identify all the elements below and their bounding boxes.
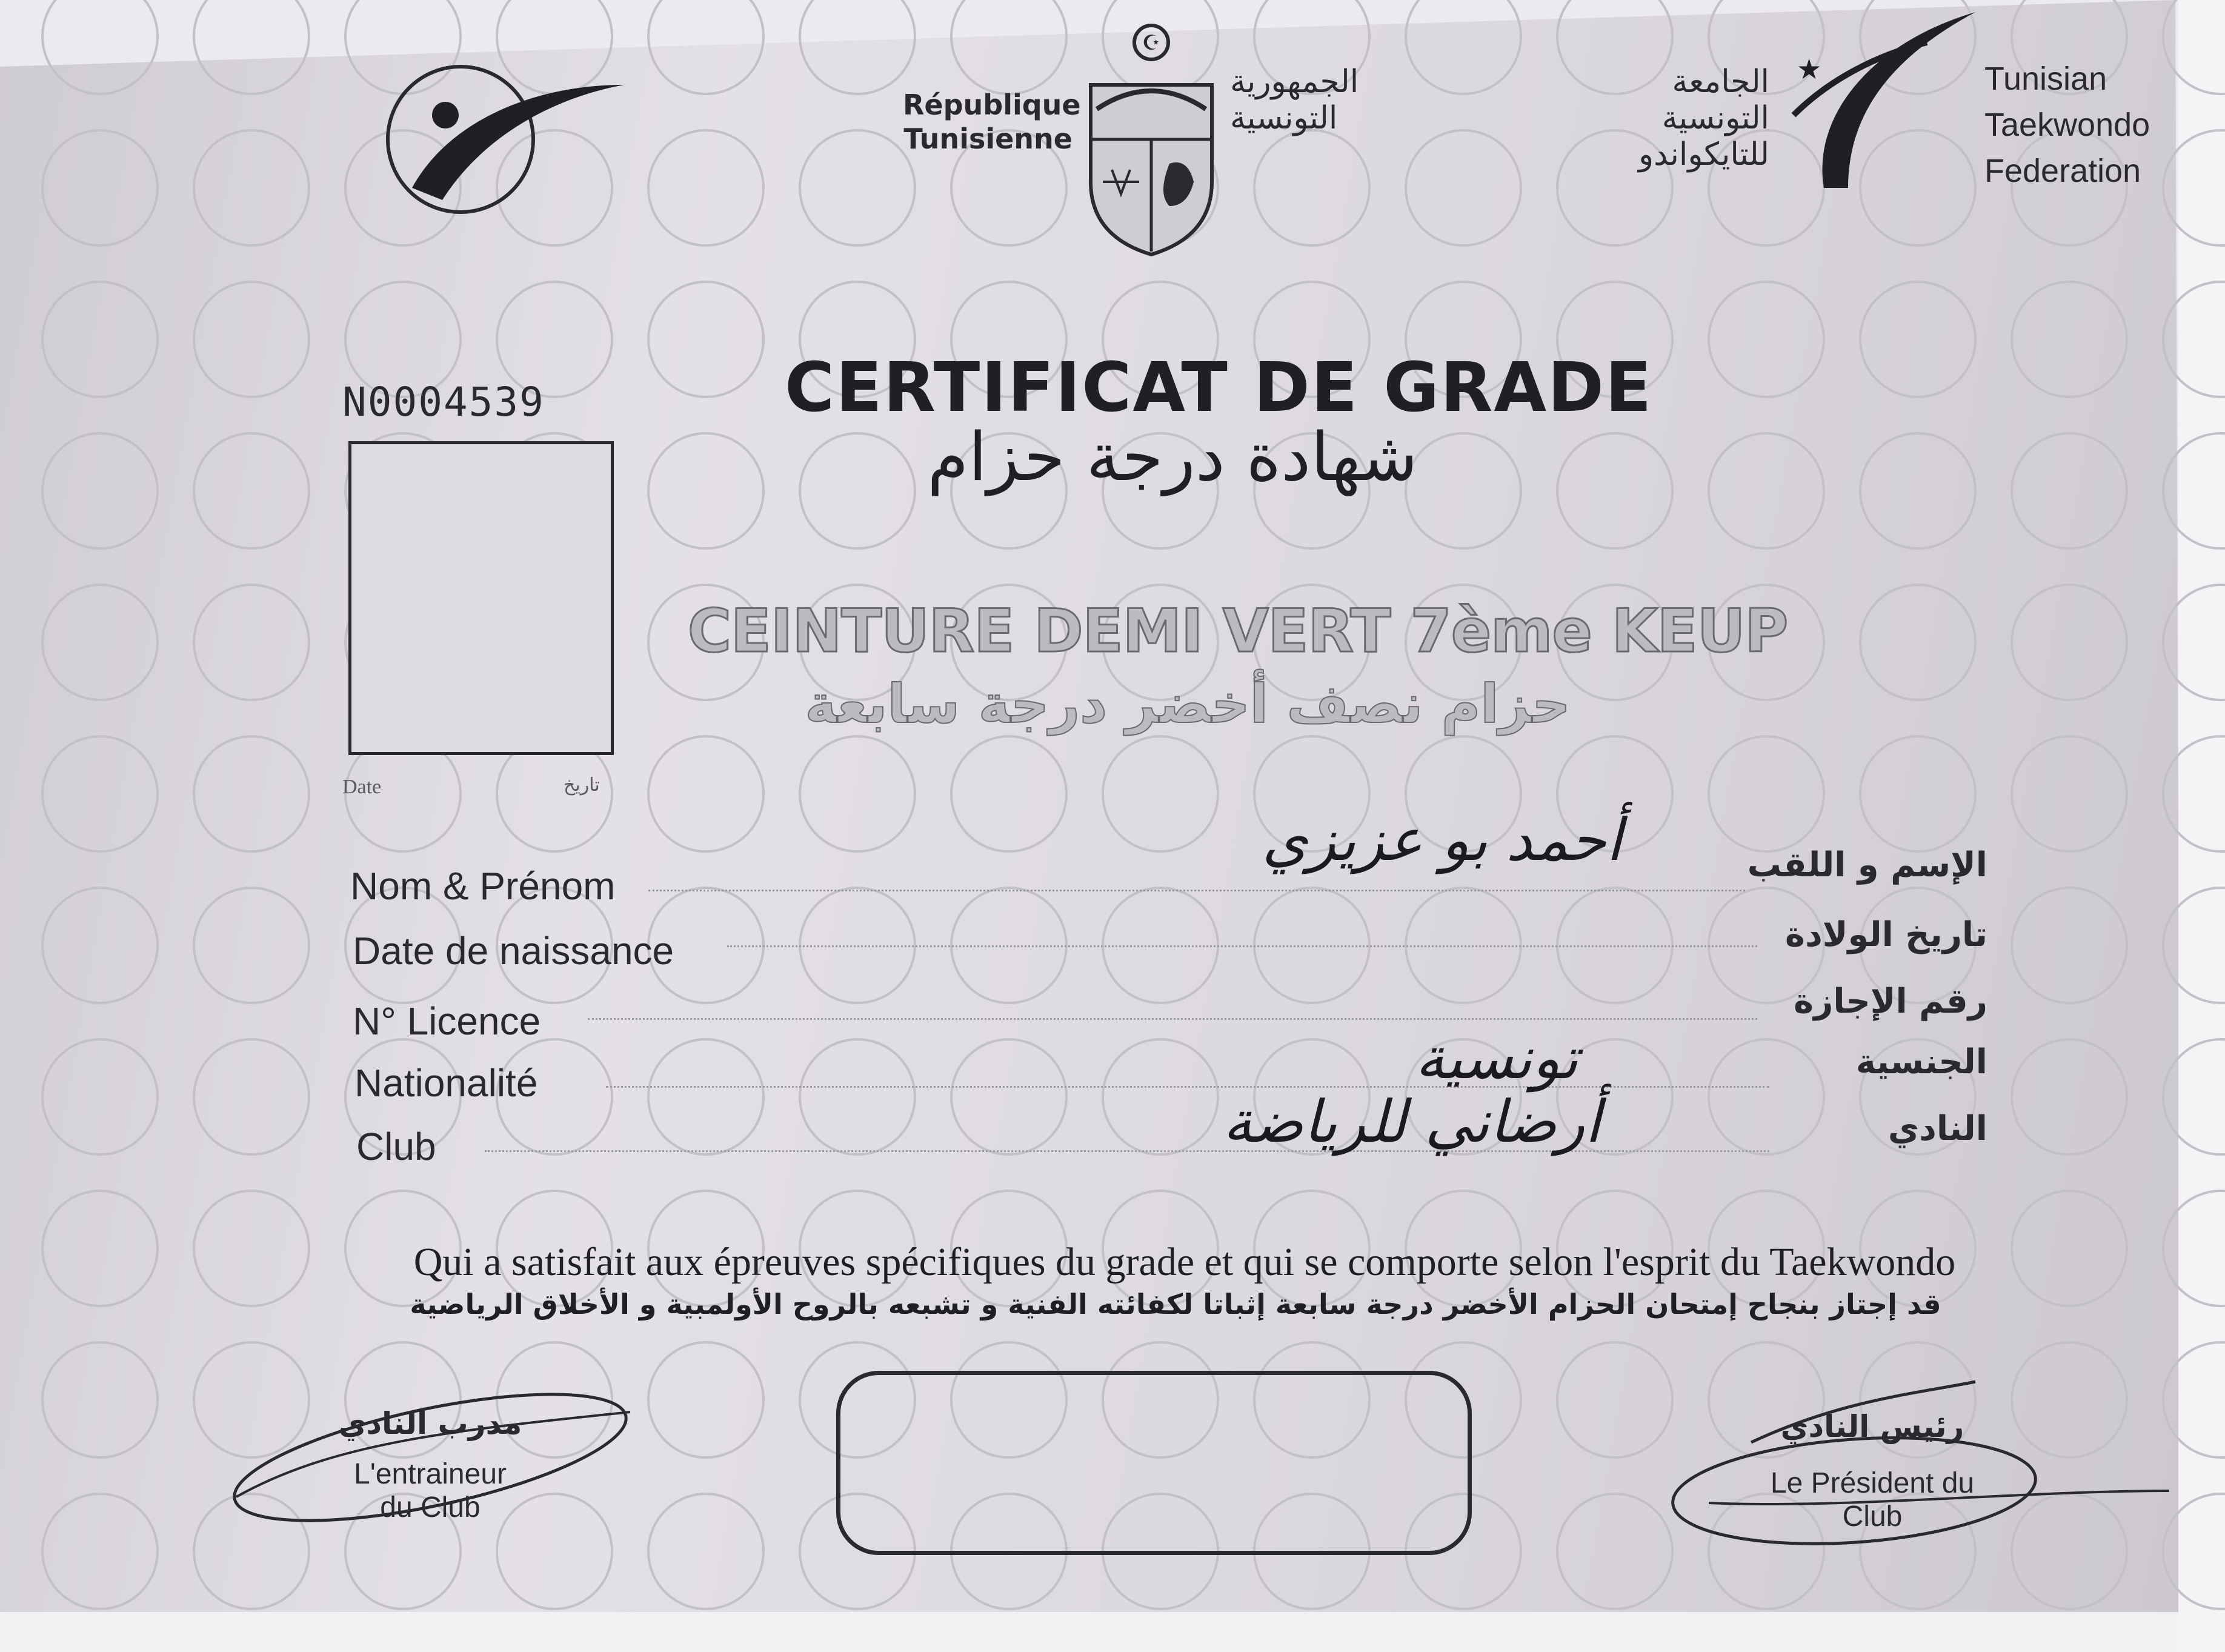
field-label-club: Club: [356, 1125, 436, 1168]
coach-label-ar: مدرب النادي: [338, 1406, 522, 1441]
president-label-fr: Le Président du Club: [1770, 1467, 1975, 1533]
field-label-nationality-ar: الجنسية: [1855, 1042, 1987, 1082]
field-label-club-ar: النادي: [1887, 1109, 1987, 1148]
federation-name-en: Tunisian Taekwondo Federation: [1984, 61, 2150, 189]
federation-name-ar: الجامعة التونسية للتايكواندو: [1638, 64, 1769, 173]
grade-title: CEINTURE DEMI VERT 7ème KEUP: [688, 597, 1788, 666]
field-label-birthdate-ar: تاريخ الولادة: [1784, 915, 1987, 954]
field-line-name: [648, 890, 1745, 891]
certificate-number: N0004539: [342, 379, 545, 425]
republic-name-ar: الجمهورية التونسية: [1230, 64, 1359, 136]
statement-text: Qui a satisfait aux épreuves spécifiques du grade et qui se comporte selon l'esprit du Taekwondo: [413, 1240, 1956, 1284]
federation-logo-icon: [1775, 6, 1981, 194]
coach-label-fr: L'entraineur du Club: [354, 1458, 507, 1524]
field-label-nationality: Nationalité: [354, 1061, 538, 1105]
background-strip: [0, 1612, 2225, 1652]
field-value-club: أرضاني للرياضة: [1223, 1088, 1601, 1156]
background-strip-right: [2178, 0, 2225, 1652]
statement-text-ar: قد إجتاز بنجاح إمتحان الحزام الأخضر درجة سابعة إثباتا لكفائته الفنية و تشبعه بالروح الأولمبية و الأخلاق الرياضية: [410, 1288, 1941, 1321]
republic-name-fr: République Tunisienne: [903, 88, 1081, 155]
world-taekwondo-logo-icon: [376, 48, 630, 230]
president-label-ar: رئيس النادي: [1780, 1409, 1964, 1444]
field-line-birthdate: [727, 945, 1757, 947]
field-label-licence: N° Licence: [353, 999, 541, 1043]
field-value-nationality: تونسية: [1415, 1024, 1578, 1092]
field-label-name-ar: الإسم و اللقب: [1747, 845, 1987, 885]
svg-text:★: ★: [1797, 53, 1822, 85]
stamp-area: [836, 1371, 1472, 1555]
certificate-title-ar: شهادة درجة حزام: [927, 418, 1418, 496]
photo-date-label: Date: [342, 776, 382, 798]
field-label-name: Nom & Prénom: [350, 864, 616, 908]
tunisia-coat-of-arms-icon: [1079, 18, 1224, 261]
field-line-licence: [588, 1018, 1757, 1020]
field-value-name: أحمد بو عزيزي: [1262, 806, 1623, 874]
field-label-licence-ar: رقم الإجازة: [1794, 982, 1987, 1021]
certificate-title: CERTIFICAT DE GRADE: [785, 348, 1653, 427]
grade-title-ar: حزام نصف أخضر درجة سابعة: [805, 673, 1571, 735]
photo-date-label-ar: تاريخ: [564, 774, 600, 796]
photo-placeholder: [348, 441, 614, 755]
field-label-birthdate: Date de naissance: [353, 929, 674, 973]
svg-text:☪: ☪: [1142, 31, 1161, 55]
